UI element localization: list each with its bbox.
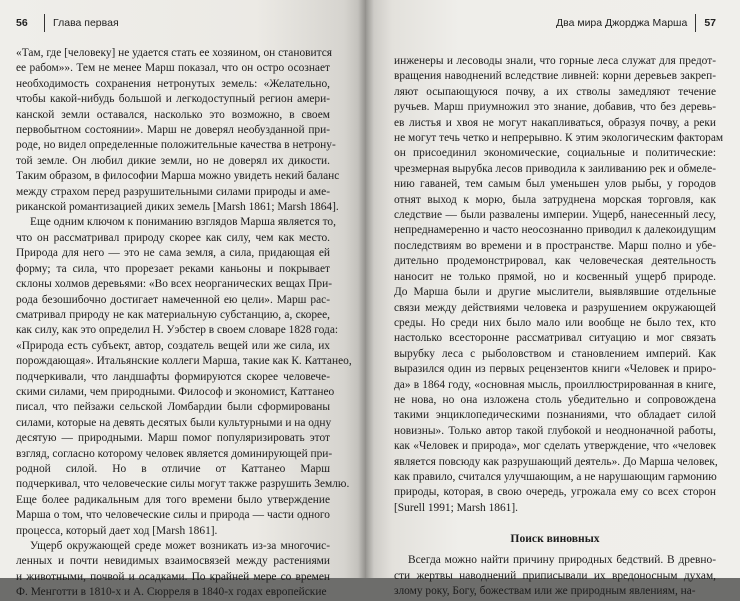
text-line: природы, которая, в свою очередь, угрожала ему со всех сторон	[394, 486, 716, 499]
text-line: ленных и почти невидимых взаимосвязей между растениями	[16, 555, 330, 568]
text-line: Таким образом, в философии Марша можно увидеть некий баланс	[16, 170, 340, 183]
text-line: силами, которые на девять десятых были культурными и на одну	[16, 416, 332, 429]
text-line: той земле. Он любил дикие земли, но не доверял их дикости.	[16, 154, 330, 167]
left-page-body	[16, 46, 352, 601]
text-line: да» в 1864 году, «основная мысль, проиллюстрированная в книге,	[394, 378, 716, 391]
text-line: новизны». Только автор такой глубокой и неодноначной работы,	[394, 424, 716, 437]
text-line: риканской романтизацией диких земель [Marsh 1861; Marsh 1864].	[16, 201, 339, 214]
header-divider	[695, 14, 696, 32]
text-line: непреднамеренно и часто неосознанно приводил к далекоидущим	[394, 224, 716, 237]
text-line: [Surell 1991; Marsh 1861].	[394, 501, 519, 514]
text-line: роде, но видел определенные положительные качества в нетрону-	[16, 139, 336, 152]
header-divider	[44, 14, 45, 32]
text-line: он присоединил экономические, социальные и политические:	[394, 147, 716, 160]
text-line: Природа для него — это не сама земля, а сила, придающая ей	[16, 247, 330, 260]
text-line: как силу, как это определил Н. Уэбстер в своем словаре 1828 года:	[16, 324, 339, 337]
text-line: Еще более радикальным для того времени было утверждение	[16, 493, 330, 506]
text-line: писал, что пейзажи сельской Ломбардии были сформированы	[16, 401, 330, 414]
text-line: ев листья и хвоя не могут накапливаться, образуя почву, а реки	[394, 116, 716, 129]
text-line: родной силой. Но в отличие от Каттанео Марш	[16, 462, 330, 475]
left-running-head	[16, 12, 330, 34]
text-line: скими силами, чем природными. Философ и экономист, Каттанео	[16, 385, 335, 398]
text-line: выразился один из первых рецензентов книги «Человек и приро-	[394, 363, 716, 376]
text-line: Ущерб окружающей среде может возникать из-за многочис-	[30, 540, 330, 552]
right-page	[366, 0, 740, 597]
right-page-number: 57	[704, 17, 716, 29]
text-line: сти жертвы наводнений приписывали их вредоносным духам,	[394, 569, 716, 582]
text-line: подчеркивал, что человеческие силы могут также разрушить Землю.	[16, 478, 350, 491]
text-line: процесса, который дает ход [Marsh 1861].	[16, 524, 218, 537]
right-page-body	[394, 54, 724, 516]
text-line: как «Человек и природа», мог сделать утверждение, что «человек	[394, 440, 716, 453]
text-line: «Там, где [человеку] не удается стать ее хозяином, он становится	[16, 47, 333, 59]
text-line: среды. Но среди них было мало или вообще не было тех, кто	[394, 316, 716, 329]
left-page	[0, 0, 366, 599]
text-line: связи между действиями человека и разрушением окружающей	[394, 301, 716, 314]
text-line: отнят выход к морю, была затруднена морская торговля, как	[394, 193, 716, 206]
text-line: сматривал природу не как материальную субстанцию, а, скорее,	[16, 308, 330, 321]
text-line: ляют осыпающуюся почву, а их стволы замедляют течение	[394, 85, 716, 98]
text-line: Марша о том, что человеческие силы и природа — части одного	[16, 509, 330, 522]
text-line: такими энциклопедическими познаниями, что обладает силой	[394, 409, 716, 422]
left-page-number: 56	[16, 17, 28, 29]
text-line: и животными, почвой и осадками. По крайней мере со времен	[16, 570, 330, 583]
text-line: Всегда можно найти причину природных бедствий. В древно-	[408, 554, 716, 567]
text-line: между страхом перед разрушительными силами природы и аме-	[16, 185, 330, 198]
text-line: настолько всесторонне рассматривал ситуацию и мог связать	[394, 332, 716, 345]
text-line: как правило, считался улучшающим, а не нарушающим гармонию	[394, 470, 717, 483]
text-line: не нова, но она изложена столь убедительно и сопровождена	[394, 393, 716, 406]
text-line: инженеры и лесоводы знали, что горные леса служат для предот-	[394, 55, 716, 67]
text-line: «Природа есть субъект, автор, создатель вещей или же сила, их	[16, 339, 330, 352]
text-line: последствиям во времени и в пространстве. Марш полно и убе-	[394, 239, 716, 252]
text-line: порождающая». Итальянские коллеги Марша, такие как К. Каттанео,	[16, 355, 352, 368]
text-line: необходимость сохранения нетронутых земель: «Желательно,	[16, 77, 330, 90]
text-line: рода безошибочно достигает намеченной ею цели». Марш рас-	[16, 293, 330, 306]
text-line: вращения наводнений вследствие ливней: корни деревьев закреп-	[394, 70, 716, 83]
text-line: взгляд, согласно которому человек является доминирующей при-	[16, 447, 333, 460]
text-line: является повсюду как разрушающий деятель». До Марша человек,	[394, 455, 718, 468]
right-page-body-continued	[394, 553, 716, 599]
text-line: ее рабом»». Тем не менее Марш показал, что он остро осознает	[16, 62, 330, 75]
right-running-head-title: Два мира Джорджа Марша	[556, 17, 688, 29]
text-line: что он рассматривал природу скорее как силу, чем как место.	[16, 231, 330, 244]
book-gutter	[358, 0, 374, 578]
text-line: десятую — природными. Марш помог популяризировать этот	[16, 432, 330, 445]
left-running-head-title: Глава первая	[53, 17, 119, 29]
text-line: злому року, Богу, божествам или же природным явлениям, на-	[394, 585, 696, 597]
text-line: подчеркивали, что ландшафты формируются скорее человече-	[16, 370, 330, 383]
text-line: следствие — были развалены империи. Ущерб, нанесенный лесу,	[394, 209, 716, 222]
text-line: склоны холмов деревьями: «Во всех неорганических вещах При-	[16, 278, 333, 291]
text-line: До Марша были и другие мыслители, выявлявшие отдельные	[394, 286, 716, 299]
text-line: форму; та сила, что прорезает реками каньоны и покрывает	[16, 262, 330, 275]
text-line: канской земли оставался, насколько это возможно, в своем	[16, 108, 330, 121]
text-line: чтобы какой-нибудь большой и легкодоступный регион амери-	[16, 93, 330, 106]
right-running-head	[394, 12, 716, 34]
text-line: наносит не только прямой, но и косвенный ущерб природе.	[394, 270, 716, 283]
section-heading: Поиск виновных	[510, 532, 600, 546]
text-line: Ф. Менготти в 1810-х и А. Сюрреля в 1840-х годах европейские	[16, 586, 327, 599]
text-line: вырубку леса с рыболовством и становлением империй. Как	[394, 347, 716, 360]
text-line: не могут течь четко и непрерывно. К этим экологическим факторам	[394, 132, 724, 145]
text-line: ручьев. Марш приумножил это знание, добавив, что без деревь-	[394, 101, 716, 114]
text-line: нию гаваней, тем самым был уменьшен улов рыбы, у городов	[394, 178, 716, 191]
text-line: первобытном состоянии». Марш не доверял необузданной при-	[16, 124, 330, 137]
text-line: чрезмерная вырубка лесов приводила к заиливанию рек и обмеле-	[394, 162, 716, 175]
text-line: Еще одним ключом к пониманию взглядов Марша является то,	[30, 216, 336, 229]
text-line: дительно продемонстрировал, как человеческая деятельность	[394, 255, 716, 268]
